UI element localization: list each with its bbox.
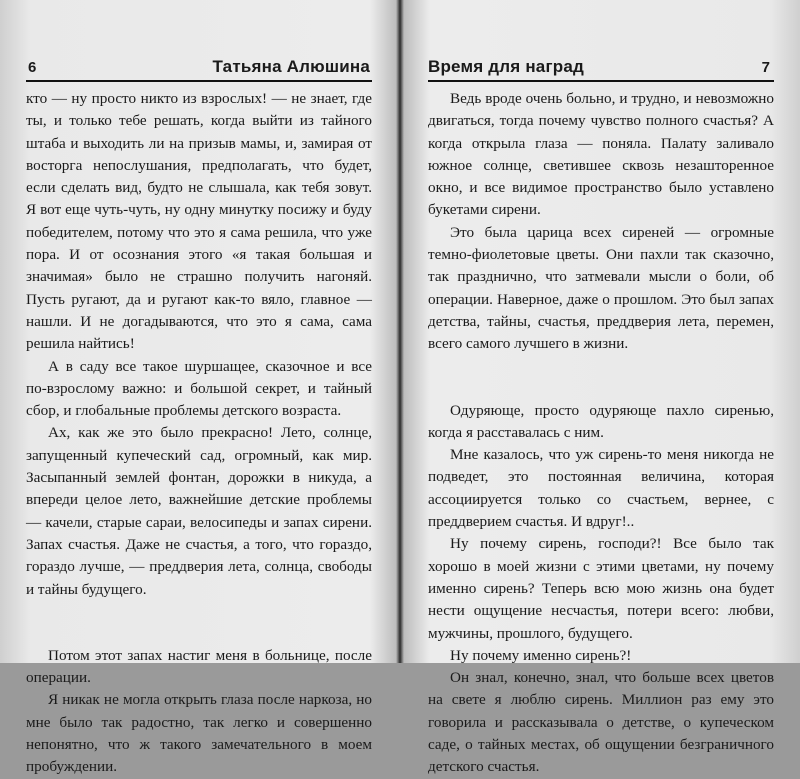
paragraph: А в саду все такое шуршащее, сказочное и все по-взрослому важно: и большой секрет, и тайный сбор, и глобальные проблемы детского возраста. bbox=[26, 357, 372, 420]
section-break bbox=[428, 356, 774, 400]
paragraph: Ах, как же это было прекрасно! Лето, солнце, запущенный купеческий сад, огромный, как мир. Засыпанный землей фонтан, дорожки в никуда, а впереди целое лето, важнейшие детские проблемы — качели, старые сараи, велосипеды и запах сирени. Запах счастья. Даже не счастья, а того, что гораздо, гораздо лучше, — преддверия лета, солнца, свободы и тайны будущего. bbox=[26, 424, 372, 598]
paragraph: Ну почему именно сирень?! bbox=[450, 646, 632, 664]
paragraph: Он знал, конечно, знал, что больше всех цветов на свете я люблю сирень. Миллион раз ему это говорила и рассказывала о детстве, о купеческом саде, о тайных местах, об ощущении безграничного детского счастья. bbox=[428, 669, 774, 776]
book-title: Время для наград bbox=[428, 57, 584, 76]
paragraph: Ведь вроде очень больно, и трудно, и невозможно двигаться, тогда почему чувство полного счастья? А когда открыла глаза — поняла. Палату заливало южное солнце, светившее сквозь незашторенное окно, и все видимое пространство было уставлено букетами сирени. bbox=[428, 90, 774, 219]
paragraph: Мне казалось, что уж сирень-то меня никогда не подведет, это постоянная величина, которая ассоциируется только со счастьем, вернее, с преддверием счастья. И вдруг!.. bbox=[428, 446, 774, 531]
paragraph: Одуряюще, просто одуряюще пахло сиренью, когда я расставалась с ним. bbox=[428, 401, 774, 441]
page-number: 6 bbox=[28, 59, 37, 76]
left-page bbox=[26, 0, 372, 776]
left-page-text bbox=[26, 88, 372, 779]
right-running-head bbox=[428, 52, 774, 82]
left-running-head bbox=[26, 52, 372, 82]
right-page bbox=[428, 0, 774, 776]
paragraph: Ну почему сирень, господи?! Все было так хорошо в моей жизни с этими цветами, ну почему именно сирень? Теперь всю мою жизнь она будет нести ощущение несчастья, потери всего: любви, мужчины, прошлого, будущего. bbox=[428, 535, 774, 642]
paragraph: Потом этот запах настиг меня в больнице, после операции. bbox=[26, 646, 372, 687]
right-page-text bbox=[428, 88, 774, 779]
paragraph: кто — ну просто никто из взрослых! — не знает, где ты, и только тебе решать, когда выйти из тайного штаба и выходить ли на призыв мамы, и, замирая от восторга непослушания, предполагать, что будет, если сделать вид, будто не слышала, как тебя зовут. Я вот еще чуть-чуть, ну одну минутку посижу и буду победителем, потому что это я сама решила, что уже пора. И от осознания этого «я такая большая и значимая» было не страшно получить нагоняй. Пусть ругают, да и ругают как-то вяло, главное — нашли. И не догадываются, что это я сама, сама решила найтись! bbox=[26, 90, 372, 353]
page-number: 7 bbox=[761, 59, 770, 76]
section-break bbox=[26, 601, 372, 645]
paragraph: Я никак не могла открыть глаза после наркоза, но мне было так радостно, так легко и совершенно непонятно, что ж такого замечательного в моем пробуждении. bbox=[26, 691, 372, 776]
author-name: Татьяна Алюшина bbox=[212, 57, 370, 76]
paragraph: Это была царица всех сиреней — огромные темно-фиолетовые цветы. Они пахли так сказочно, так празднично, что затмевали мысли о боли, об операции. Наверное, даже о прошлом. Это был запах детства, тайны, счастья, преддверия лета, перемен, всего самого лучшего в жизни. bbox=[428, 223, 774, 353]
